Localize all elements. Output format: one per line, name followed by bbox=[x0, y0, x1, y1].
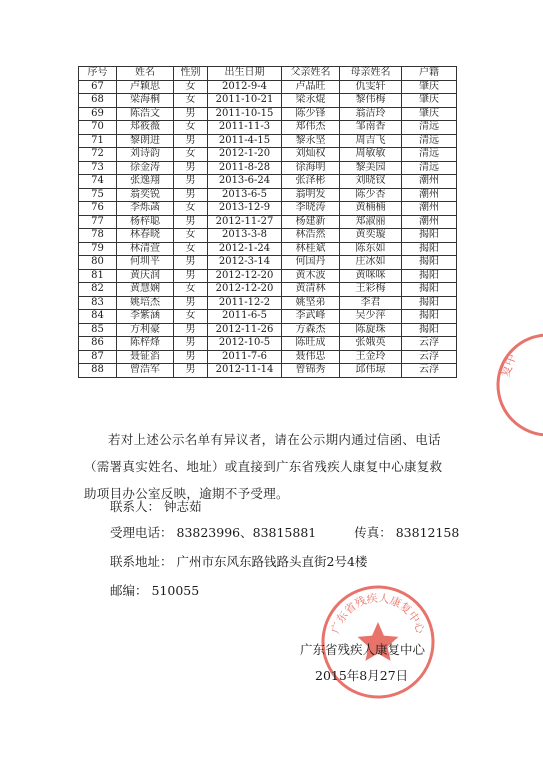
zip-label: 邮编： bbox=[110, 583, 148, 598]
table-cell: 男 bbox=[174, 161, 208, 175]
table-row bbox=[79, 323, 457, 337]
address-label: 联系地址： bbox=[110, 554, 173, 569]
table-cell: 清远 bbox=[402, 161, 457, 175]
table-cell: 邱伟琼 bbox=[340, 364, 402, 378]
table-cell: 王彩梅 bbox=[340, 283, 402, 297]
table-row bbox=[79, 148, 457, 162]
phone-fax-line bbox=[110, 523, 459, 541]
table-cell: 85 bbox=[79, 323, 117, 337]
table-cell: 潮州 bbox=[402, 215, 457, 229]
table-cell: 2011-10-21 bbox=[208, 94, 282, 108]
table-cell: 87 bbox=[79, 350, 117, 364]
table-cell: 陈旋珠 bbox=[340, 323, 402, 337]
table-cell: 张逸翔 bbox=[117, 175, 174, 189]
column-header: 姓名 bbox=[117, 67, 174, 81]
table-cell: 女 bbox=[174, 310, 208, 324]
table-cell: 男 bbox=[174, 107, 208, 121]
table-cell: 揭阳 bbox=[402, 296, 457, 310]
table-cell: 83 bbox=[79, 296, 117, 310]
table-cell: 黄楠楠 bbox=[340, 202, 402, 216]
table-cell: 郑淑丽 bbox=[340, 215, 402, 229]
fax-value: 83812158 bbox=[395, 525, 460, 540]
table-cell: 2012-9-4 bbox=[208, 80, 282, 94]
table-cell: 翁奕锐 bbox=[117, 188, 174, 202]
table-cell: 仇雯轩 bbox=[340, 80, 402, 94]
table-cell: 聂钲滔 bbox=[117, 350, 174, 364]
table-cell: 卢颖思 bbox=[117, 80, 174, 94]
table-cell: 2013-12-9 bbox=[208, 202, 282, 216]
table-cell: 聂伟忠 bbox=[282, 350, 340, 364]
column-header: 性别 bbox=[174, 67, 208, 81]
table-cell: 2012-12-20 bbox=[208, 269, 282, 283]
table-cell: 梁永焜 bbox=[282, 94, 340, 108]
table-cell: 张娥英 bbox=[340, 337, 402, 351]
objection-notice: 若对上述公示名单有异议者，请在公示期内通过信函、电话（需署真实姓名、地址）或直接到广东省残疾人康复中心康复救助项目办公室反映，逾期不予受理。 bbox=[84, 432, 443, 501]
table-cell: 女 bbox=[174, 121, 208, 135]
table-cell: 男 bbox=[174, 188, 208, 202]
table-cell: 79 bbox=[79, 242, 117, 256]
table-row bbox=[79, 296, 457, 310]
table-cell: 刘晓钗 bbox=[340, 175, 402, 189]
contact-name: 钟志茹 bbox=[164, 499, 202, 514]
table-cell: 2011-8-28 bbox=[208, 161, 282, 175]
table-cell: 杨建新 bbox=[282, 215, 340, 229]
table-cell: 男 bbox=[174, 256, 208, 270]
table-cell: 曾浩军 bbox=[117, 364, 174, 378]
table-cell: 郑伟杰 bbox=[282, 121, 340, 135]
table-cell: 翁明发 bbox=[282, 188, 340, 202]
table-cell: 黎美园 bbox=[340, 161, 402, 175]
table-cell: 2011-11-3 bbox=[208, 121, 282, 135]
table-cell: 揭阳 bbox=[402, 256, 457, 270]
table-cell: 男 bbox=[174, 364, 208, 378]
table-cell: 男 bbox=[174, 215, 208, 229]
table-cell: 73 bbox=[79, 161, 117, 175]
zip-value: 510055 bbox=[151, 583, 200, 598]
edge-seal bbox=[486, 330, 543, 440]
table-cell: 2012-11-14 bbox=[208, 364, 282, 378]
table-cell: 潮州 bbox=[402, 175, 457, 189]
table-cell: 2012-3-14 bbox=[208, 256, 282, 270]
issuing-organization: 广东省残疾人康复中心 bbox=[300, 642, 426, 657]
table-cell: 李君 bbox=[340, 296, 402, 310]
table-cell: 2013-6-24 bbox=[208, 175, 282, 189]
table-cell: 女 bbox=[174, 148, 208, 162]
table-row bbox=[79, 80, 457, 94]
seal-text: 广东省残疾人康复中心 bbox=[328, 591, 428, 636]
table-cell: 黄慧娴 bbox=[117, 283, 174, 297]
table-row bbox=[79, 269, 457, 283]
table-cell: 82 bbox=[79, 283, 117, 297]
table-cell: 67 bbox=[79, 80, 117, 94]
table-cell: 李紫涵 bbox=[117, 310, 174, 324]
table-row bbox=[79, 215, 457, 229]
table-row bbox=[79, 310, 457, 324]
table-cell: 黄咪咪 bbox=[340, 269, 402, 283]
table-cell: 庄冰如 bbox=[340, 256, 402, 270]
table-cell: 方利豪 bbox=[117, 323, 174, 337]
issue-date: 2015年8月27日 bbox=[315, 668, 409, 683]
table-cell: 肇庆 bbox=[402, 80, 457, 94]
table-cell: 2011-7-6 bbox=[208, 350, 282, 364]
table-cell: 何圳平 bbox=[117, 256, 174, 270]
table-row bbox=[79, 350, 457, 364]
table-cell: 何国丹 bbox=[282, 256, 340, 270]
table-cell: 黄清林 bbox=[282, 283, 340, 297]
table-cell: 2013-3-8 bbox=[208, 229, 282, 243]
table-cell: 男 bbox=[174, 337, 208, 351]
table-cell: 男 bbox=[174, 269, 208, 283]
table-cell: 女 bbox=[174, 283, 208, 297]
table-cell: 李晓涛 bbox=[282, 202, 340, 216]
contact-label: 联系人： bbox=[110, 499, 161, 514]
table-cell: 女 bbox=[174, 202, 208, 216]
table-cell: 77 bbox=[79, 215, 117, 229]
table-cell: 王金玲 bbox=[340, 350, 402, 364]
table-row bbox=[79, 229, 457, 243]
table-cell: 徐金涛 bbox=[117, 161, 174, 175]
table-cell: 2012-1-20 bbox=[208, 148, 282, 162]
table-cell: 72 bbox=[79, 148, 117, 162]
table-cell: 林浩然 bbox=[282, 229, 340, 243]
table-cell: 78 bbox=[79, 229, 117, 243]
table-row bbox=[79, 337, 457, 351]
table-cell: 75 bbox=[79, 188, 117, 202]
table-cell: 黎永坚 bbox=[282, 134, 340, 148]
table-cell: 李烁菡 bbox=[117, 202, 174, 216]
table-cell: 黄庆润 bbox=[117, 269, 174, 283]
table-cell: 潮州 bbox=[402, 188, 457, 202]
table-cell: 陈少杏 bbox=[340, 188, 402, 202]
table-cell: 肇庆 bbox=[402, 107, 457, 121]
table-cell: 69 bbox=[79, 107, 117, 121]
table-cell: 方森杰 bbox=[282, 323, 340, 337]
phone-label: 受理电话： bbox=[110, 525, 173, 540]
table-cell: 2011-6-5 bbox=[208, 310, 282, 324]
table-cell: 潮州 bbox=[402, 202, 457, 216]
table-cell: 陈少锋 bbox=[282, 107, 340, 121]
table-cell: 76 bbox=[79, 202, 117, 216]
table-cell: 姚培杰 bbox=[117, 296, 174, 310]
table-cell: 李武峰 bbox=[282, 310, 340, 324]
table-cell: 周吉飞 bbox=[340, 134, 402, 148]
table-row bbox=[79, 242, 457, 256]
table-row bbox=[79, 175, 457, 189]
table-cell: 女 bbox=[174, 229, 208, 243]
table-cell: 71 bbox=[79, 134, 117, 148]
table-cell: 80 bbox=[79, 256, 117, 270]
table-row bbox=[79, 94, 457, 108]
address-value: 广州市东风东路钱路头直街2号4楼 bbox=[176, 554, 368, 569]
table-cell: 云浮 bbox=[402, 364, 457, 378]
table-row bbox=[79, 107, 457, 121]
table-cell: 男 bbox=[174, 323, 208, 337]
table-cell: 云浮 bbox=[402, 350, 457, 364]
table-cell: 男 bbox=[174, 350, 208, 364]
table-cell: 云浮 bbox=[402, 337, 457, 351]
table-cell: 卢晶旺 bbox=[282, 80, 340, 94]
table-cell: 林春晓 bbox=[117, 229, 174, 243]
table-cell: 揭阳 bbox=[402, 229, 457, 243]
table-cell: 2011-10-15 bbox=[208, 107, 282, 121]
table-cell: 徐海明 bbox=[282, 161, 340, 175]
table-cell: 黎伟梅 bbox=[340, 94, 402, 108]
table-row bbox=[79, 256, 457, 270]
table-cell: 陈旺成 bbox=[282, 337, 340, 351]
table-cell: 清远 bbox=[402, 121, 457, 135]
table-cell: 2012-1-24 bbox=[208, 242, 282, 256]
edge-seal-text: 复中 bbox=[497, 351, 520, 380]
contact-line bbox=[110, 497, 202, 515]
table-cell: 张泽彬 bbox=[282, 175, 340, 189]
table-cell: 黄奕璇 bbox=[340, 229, 402, 243]
table-cell: 清远 bbox=[402, 148, 457, 162]
table-cell: 刘灿权 bbox=[282, 148, 340, 162]
table-cell: 2012-10-5 bbox=[208, 337, 282, 351]
table-cell: 2011-4-15 bbox=[208, 134, 282, 148]
table-cell: 陈浩文 bbox=[117, 107, 174, 121]
table-cell: 邹南香 bbox=[340, 121, 402, 135]
table-cell: 刘诗韵 bbox=[117, 148, 174, 162]
table-header-row bbox=[79, 67, 457, 81]
table-row bbox=[79, 283, 457, 297]
column-header: 序号 bbox=[79, 67, 117, 81]
table-cell: 黄木波 bbox=[282, 269, 340, 283]
table-row bbox=[79, 188, 457, 202]
column-header: 母亲姓名 bbox=[340, 67, 402, 81]
table-cell: 81 bbox=[79, 269, 117, 283]
table-cell: 杨梓聪 bbox=[117, 215, 174, 229]
table-cell: 揭阳 bbox=[402, 323, 457, 337]
table-cell: 86 bbox=[79, 337, 117, 351]
table-body bbox=[79, 80, 457, 377]
table-cell: 姚坚弟 bbox=[282, 296, 340, 310]
table-cell: 70 bbox=[79, 121, 117, 135]
table-cell: 林桂斌 bbox=[282, 242, 340, 256]
fax-label: 传真： bbox=[354, 525, 392, 540]
table-cell: 揭阳 bbox=[402, 242, 457, 256]
table-cell: 揭阳 bbox=[402, 269, 457, 283]
zip-line bbox=[110, 581, 199, 599]
table-cell: 男 bbox=[174, 175, 208, 189]
table-row bbox=[79, 134, 457, 148]
table-cell: 男 bbox=[174, 134, 208, 148]
table-cell: 黎朗进 bbox=[117, 134, 174, 148]
table-cell: 68 bbox=[79, 94, 117, 108]
table-row bbox=[79, 161, 457, 175]
table-cell: 肇庆 bbox=[402, 94, 457, 108]
table-cell: 女 bbox=[174, 242, 208, 256]
table-cell: 林清萱 bbox=[117, 242, 174, 256]
table-cell: 揭阳 bbox=[402, 310, 457, 324]
table-cell: 74 bbox=[79, 175, 117, 189]
table-cell: 女 bbox=[174, 94, 208, 108]
table-cell: 女 bbox=[174, 80, 208, 94]
table-cell: 郑筱薇 bbox=[117, 121, 174, 135]
address-line bbox=[110, 552, 367, 570]
table-cell: 陈梓烽 bbox=[117, 337, 174, 351]
table-cell: 男 bbox=[174, 296, 208, 310]
phone-value: 83823996、83815881 bbox=[176, 525, 317, 540]
table-cell: 陈东如 bbox=[340, 242, 402, 256]
table-row bbox=[79, 202, 457, 216]
table-cell: 梁海桐 bbox=[117, 94, 174, 108]
table-cell: 2013-6-5 bbox=[208, 188, 282, 202]
table-cell: 翁洁玲 bbox=[340, 107, 402, 121]
table-cell: 吴少萍 bbox=[340, 310, 402, 324]
roster-table bbox=[78, 66, 457, 378]
column-header: 出生日期 bbox=[208, 67, 282, 81]
column-header: 户籍 bbox=[402, 67, 457, 81]
table-cell: 84 bbox=[79, 310, 117, 324]
table-cell: 88 bbox=[79, 364, 117, 378]
column-header: 父亲姓名 bbox=[282, 67, 340, 81]
table-row bbox=[79, 121, 457, 135]
table-cell: 2011-12-2 bbox=[208, 296, 282, 310]
table-row bbox=[79, 364, 457, 378]
table-cell: 2012-12-20 bbox=[208, 283, 282, 297]
table-cell: 2012-11-27 bbox=[208, 215, 282, 229]
table-cell: 2012-11-26 bbox=[208, 323, 282, 337]
table-cell: 周敏敏 bbox=[340, 148, 402, 162]
table-cell: 曾锦秀 bbox=[282, 364, 340, 378]
table-cell: 清远 bbox=[402, 134, 457, 148]
table-cell: 揭阳 bbox=[402, 283, 457, 297]
